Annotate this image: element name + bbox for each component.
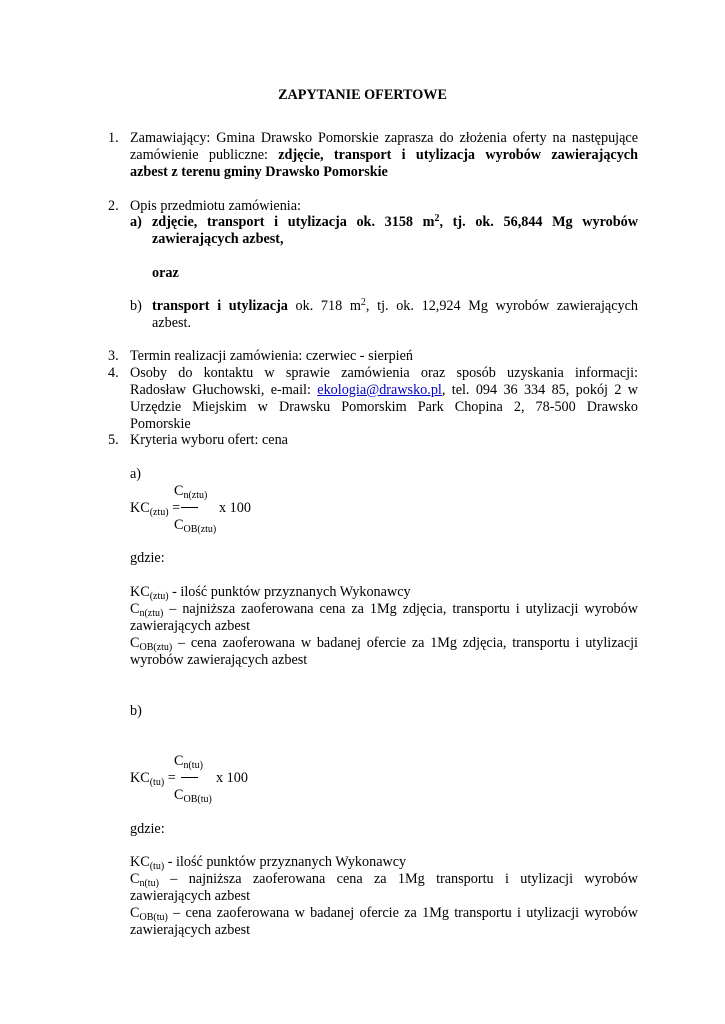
item1-line3: azbest z terenu gminy Drawsko Pomorskie [130,164,388,180]
formula-a-def2: $C_{n(ztu)}$ – najniższa zaoferowana cena za 1Mg zdjęcia, transportu i utylizacji wyrobów [130,601,638,619]
item2-oraz: oraz [152,265,179,281]
email-link[interactable]: ekologia@drawsko.pl [317,382,442,398]
sub-item-label: a) [130,214,142,230]
formula-a-def2-line2: zawierających azbest [130,618,251,634]
item-number: 1. [108,130,119,146]
formula-a-lhs: $KC_{(ztu)}$ = [130,500,181,518]
item-number: 4. [108,365,119,381]
item2b-line1: transport i utylizacja ok. 718 $m^2$, tj. ok. 12,924 Mg wyrobów zawierających [152,297,638,314]
formula-a-denominator: $C_{OB(ztu)}$ [174,517,217,535]
formula-a-def1: $KC_{(ztu)}$ - ilość punktów przyznanych Wykonawcy [130,584,411,602]
formula-b-label: b) [130,703,142,719]
item5-text: Kryteria wyboru ofert: cena [130,432,288,448]
formula-b-def3-line2: zawierających azbest [130,922,251,938]
formula-a-gdzie: gdzie: [130,550,165,566]
formula-b-def2-line2: zawierających azbest [130,888,251,904]
item4-line2: Radosław Głuchowski, e-mail: ekologia@drawsko.pl, tel. 094 36 334 85, pokój 2 w [130,382,639,398]
formula-a-def3: $C_{OB(ztu)}$ – cena zaoferowana w badanej ofercie za 1Mg zdjęcia, transportu i utylizacji [130,635,638,653]
formula-b-lhs: $KC_{(tu)}$ = [130,770,176,788]
formula-b-gdzie: gdzie: [130,821,165,837]
item4-line4: Pomorskie [130,416,191,432]
item-number: 3. [108,348,119,364]
formula-b-denominator: $C_{OB(tu)}$ [174,787,212,805]
item4-line1: Osoby do kontaktu w sprawie zamówienia oraz sposób uzyskania informacji: [130,365,638,381]
fraction-bar [181,507,198,508]
formula-b-def1: $KC_{(tu)}$ - ilość punktów przyznanych Wykonawcy [130,854,407,872]
sub-item-label: b) [130,298,142,314]
formula-a-numerator: $C_{n(ztu)}$ [174,483,208,501]
formula-a-def3-line2: wyrobów zawierających azbest [130,652,308,668]
item2b-line2: azbest. [152,315,191,331]
formula-a-multiplier: x 100 [219,500,251,516]
item2a-line2: zawierających azbest, [152,231,284,247]
item4-line3: Urzędzie Miejskim w Drawsku Pomorskim Park Chopina 2, 78-500 Drawsko [130,399,638,415]
formula-b-def3: $C_{OB(tu)}$ – cena zaoferowana w badanej ofercie za 1Mg transportu i utylizacji wyrobów [130,905,638,923]
formula-b-multiplier: x 100 [216,770,248,786]
item-number: 5. [108,432,119,448]
formula-a-label: a) [130,466,142,482]
item2a-line1: zdjęcie, transport i utylizacja ok. 3158 $m^2$, tj. ok. 56,844 Mg wyrobów [152,213,639,230]
page-title: ZAPYTANIE OFERTOWE [278,87,447,103]
item1-line1: Zamawiający: Gmina Drawsko Pomorskie zaprasza do złożenia oferty na następujące [130,130,638,146]
item1-line2: zamówienie publiczne: zdjęcie, transport i utylizacja wyrobów zawierających [130,147,638,163]
item3-text: Termin realizacji zamówienia: czerwiec - sierpień [130,348,413,364]
formula-b-def2: $C_{n(tu)}$ – najniższa zaoferowana cena za 1Mg transportu i utylizacji wyrobów [130,871,638,889]
item2-heading: Opis przedmiotu zamówienia: [130,198,301,214]
fraction-bar [181,777,198,778]
formula-b-numerator: $C_{n(tu)}$ [174,753,203,771]
item-number: 2. [108,198,119,214]
